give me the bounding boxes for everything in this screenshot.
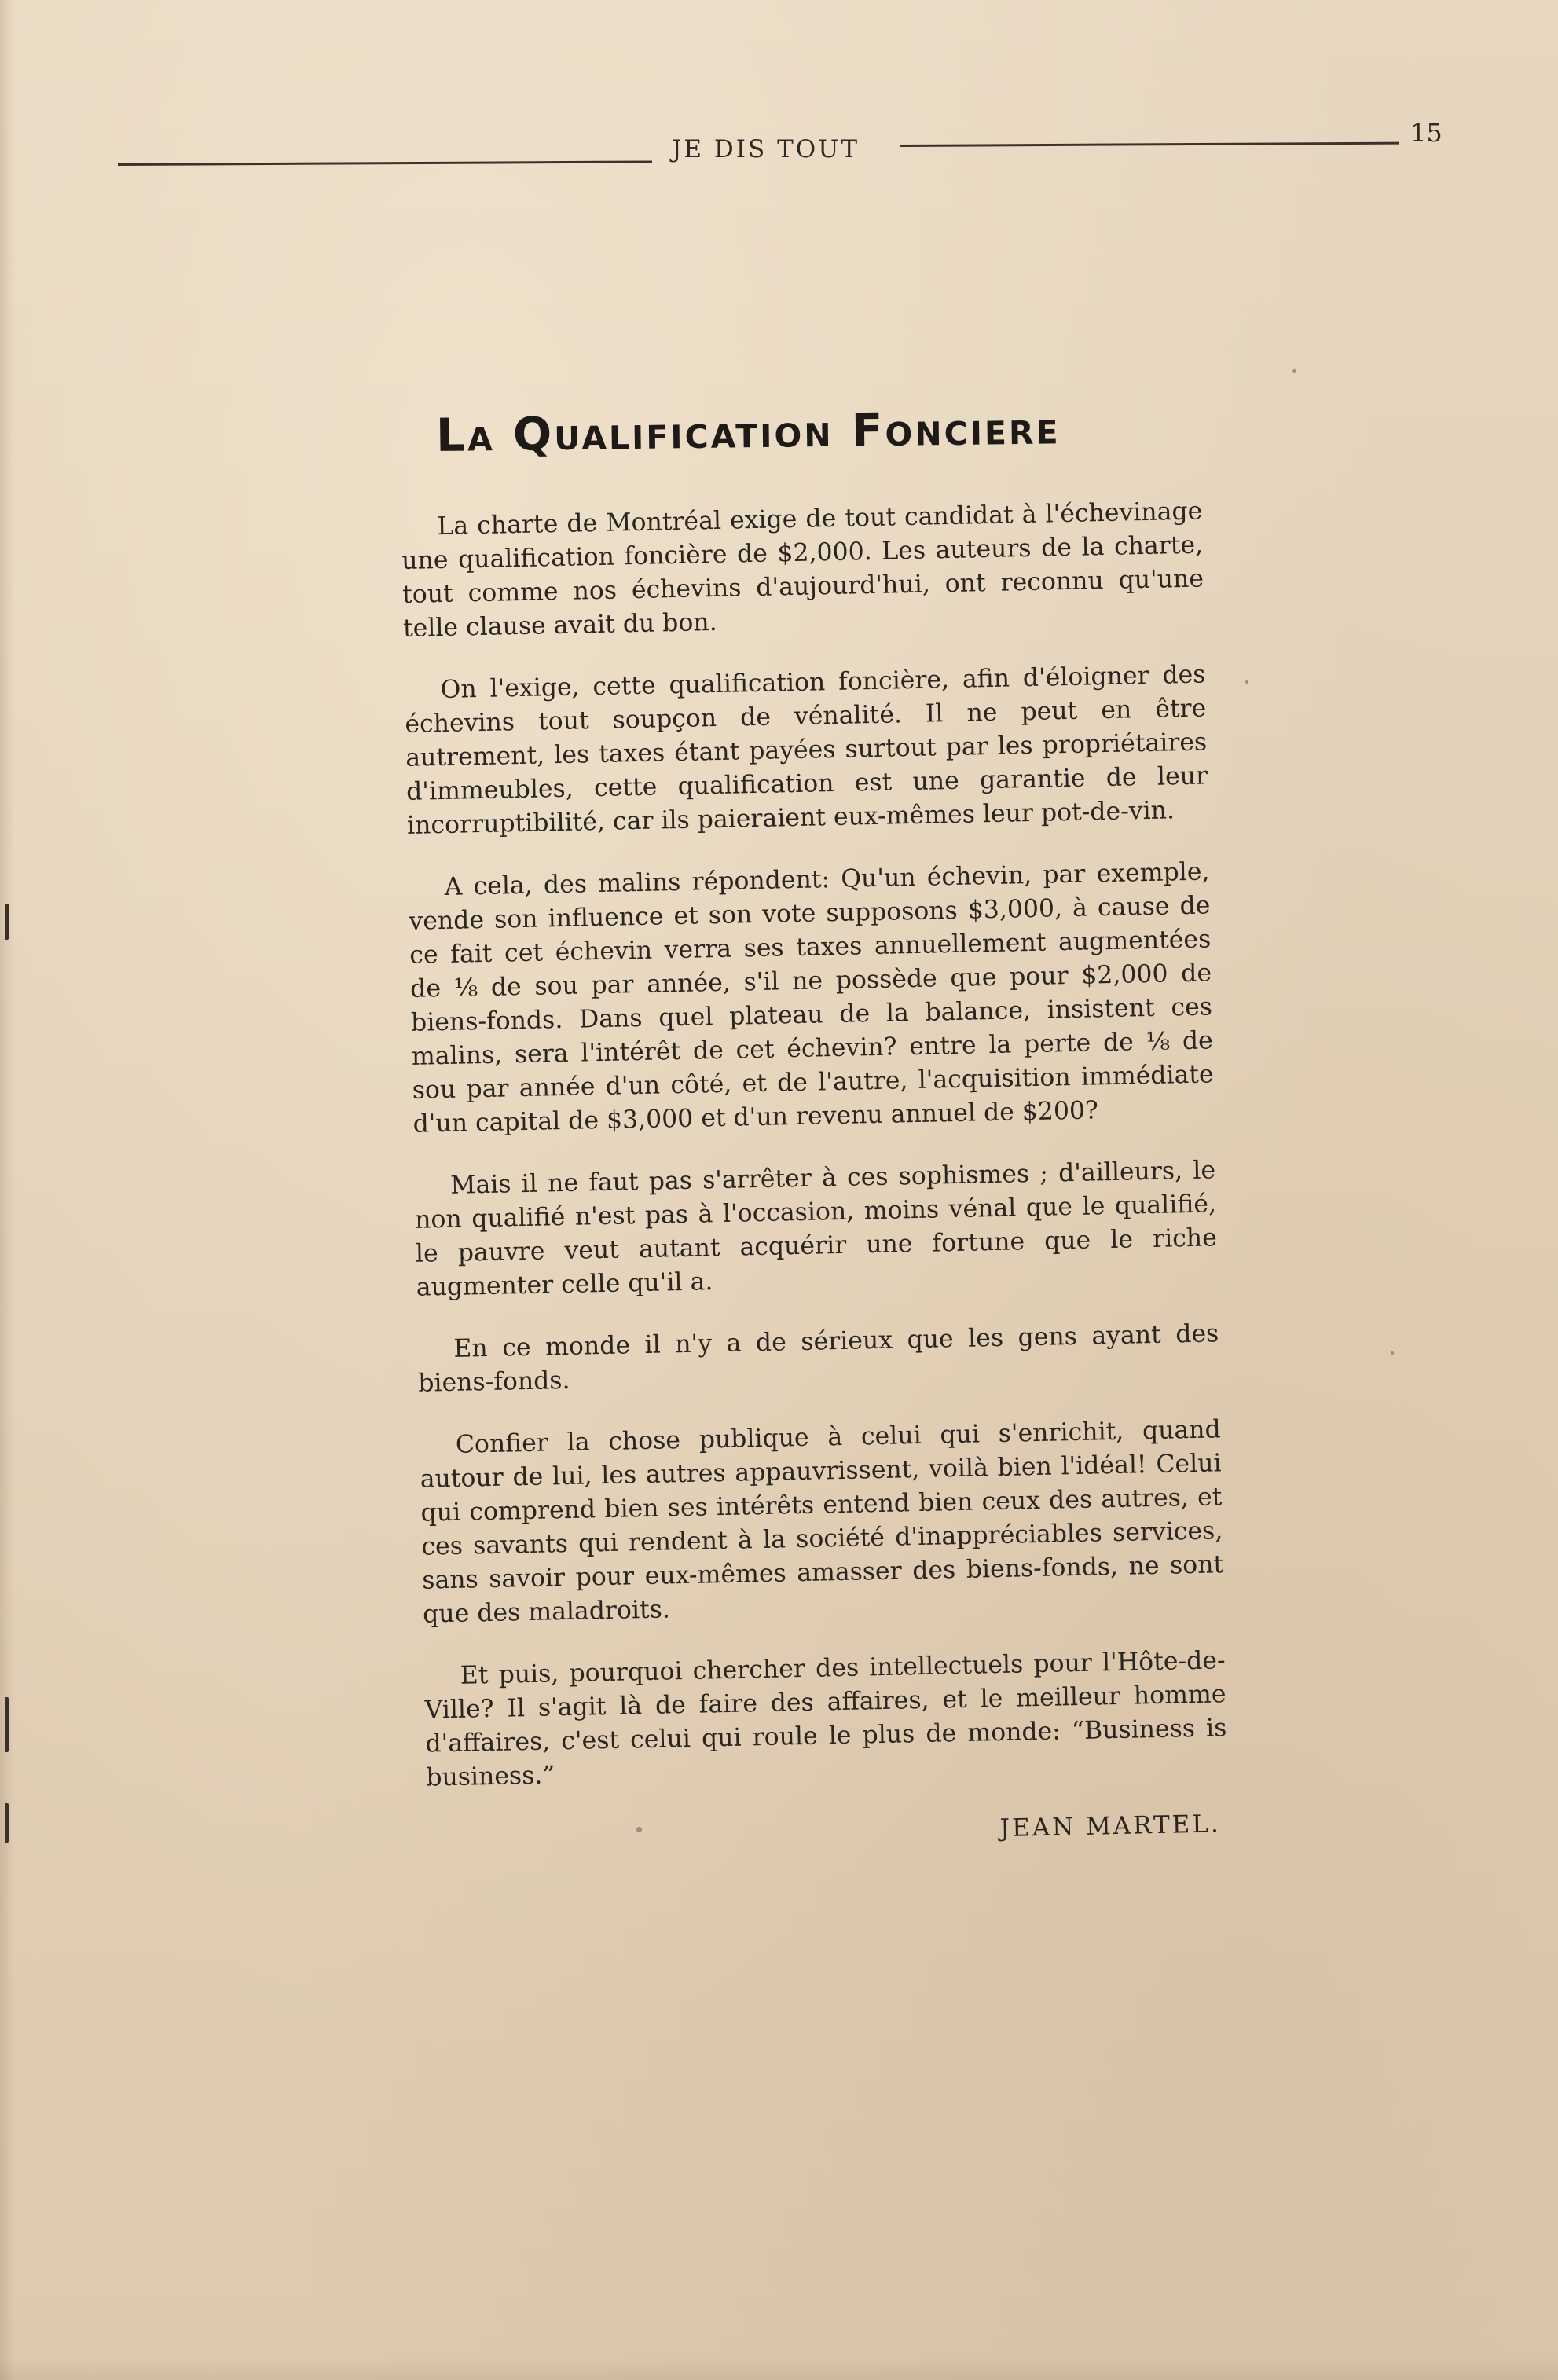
article-paragraph: Et puis, pourquoi chercher des intellectuels pour l'Hôte-de-Ville? Il s'agit là de faire des affaires, et le meilleur homme d'affaires, c'est celui qui roule le plus de monde: “Business is business.” <box>424 1646 1227 1792</box>
article-title: La Qualification Fonciere <box>435 401 1061 462</box>
page-left-edge-shadow <box>0 0 14 2380</box>
header-rule-right <box>900 142 1399 147</box>
page-number: 15 <box>1410 118 1443 148</box>
paper-speck <box>1391 1351 1394 1355</box>
header-rule-left <box>118 160 652 166</box>
article-paragraph: En ce monde il n'y a de sérieux que les gens ayant des biens-fonds. <box>417 1319 1219 1398</box>
page-bottom-edge-shadow <box>0 2356 1558 2380</box>
article-paragraph: La charte de Montréal exige de tout candidat à l'échevinage une qualification foncière de $2,000. Les auteurs de la charte, tout comme nos échevins d'aujourd'hui, ont reconnu qu'une telle clause avait du bon. <box>401 497 1204 643</box>
binding-staple-mark <box>5 1697 9 1752</box>
article-body <box>401 495 1229 1857</box>
author-signature: JEAN MARTEL. <box>999 1810 1222 1843</box>
binding-staple-mark <box>5 1803 9 1843</box>
article-paragraph: Confier la chose publique à celui qui s'enrichit, quand autour de lui, les autres appauvrissent, voilà bien l'idéal! Celui qui comprend bien ses intérêts entend bien ceux des autres, et ces savants qui rendent à la société d'inappréciables services, sans savoir pour eux-mêmes amasser des biens-fonds, ne sont que des maladroits. <box>420 1415 1224 1629</box>
article-paragraph: On l'exige, cette qualification foncière, afin d'éloigner des échevins tout soupçon de vénalité. Il ne peut en être autrement, les taxes étant payées surtout par les propriétaires d'immeubles, cette qualification est une garantie de leur incorruptibilité, car ils paieraient eux-mêmes leur pot-de-vin. <box>405 660 1208 840</box>
paper-speck <box>1245 680 1248 684</box>
article-paragraph: A cela, des malins répondent: Qu'un échevin, par exemple, vende son influence et son vote supposons $3,000, à cause de ce fait cet échevin verra ses taxes annuellement augmentées de ⅛ de sou par année, s'il ne possède que pour $2,000 de biens-fonds. Dans quel plateau de la balance, insistent ces malins, sera l'intérêt de cet échevin? entre la perte de ⅛ de sou par année d'un côté, et de l'autre, l'acquisition immédiate d'un capital de $3,000 et d'un revenu annuel de $200? <box>409 857 1214 1139</box>
article-paragraph: Mais il ne faut pas s'arrêter à ces sophismes ; d'ailleurs, le non qualifié n'est pas à l'occasion, moins vénal que le qualifié, le pauvre veut autant acquérir une fortune que le riche augmenter celle qu'il a. <box>414 1156 1218 1302</box>
paper-speck <box>1292 369 1296 373</box>
running-title: JE DIS TOUT <box>672 135 860 163</box>
binding-staple-mark <box>5 904 9 940</box>
